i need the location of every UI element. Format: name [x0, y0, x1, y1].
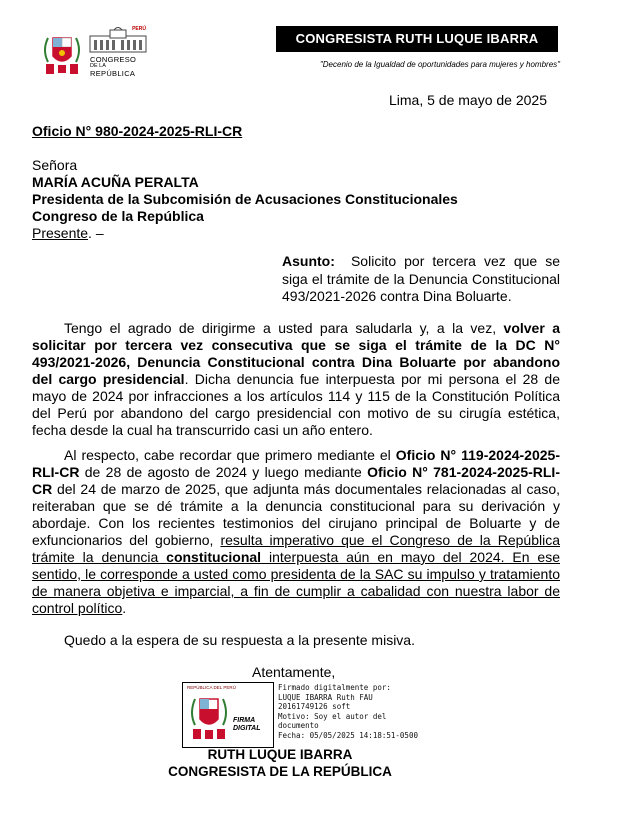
p2-oficio1: Oficio N° 119-2024-2025-RLI-CR [32, 447, 560, 480]
sig-line: 20161749126 soft [278, 702, 351, 711]
paragraph-2 [32, 447, 560, 617]
sig-line: Fecha: 05/05/2025 14:18:51-0500 [278, 730, 418, 740]
recipient-presente [32, 225, 458, 242]
sig-line: documento [278, 721, 319, 730]
sig-line: Motivo: Soy el autor del [278, 711, 387, 721]
oficio-number: Oficio N° 980-2024-2025-RLI-CR [32, 123, 243, 139]
signatory-block [150, 746, 410, 780]
closing: Atentamente, [252, 664, 336, 680]
digital-signature-stamp [182, 682, 274, 748]
congreso-logo-peru: PERÚ [132, 26, 146, 32]
stamp-caption: REPÚBLICA DEL PERÚ [187, 685, 236, 690]
p1-part1: Tengo el agrado de dirigirme a usted para saludarla y, a la vez, [64, 320, 504, 336]
paragraph-1 [32, 320, 560, 439]
peru-coat-of-arms [40, 28, 84, 76]
sig-line: LUQUE IBARRA Ruth FAU [278, 692, 373, 702]
p2-underlined2: interpuesta aún en mayo del 2024. En ese sentido, le corresponde a usted como presidenta de la SAC su impulso y tratamiento de manera objetiva e imparcial, a fin de cumplir a cabalidad con nuestra labor de control político [32, 549, 560, 616]
paragraph-3: Quedo a la espera de su respuesta a la presente misiva. [64, 632, 415, 648]
stamp-label-line1: FIRMA [233, 717, 256, 724]
p2-part3: del 24 de marzo de 2025, que adjunta más documentales relacionadas al caso, reiteraban que se dé trámite a la denuncia constitucional para su derivación y abordaje. Con los recientes testimonios del cirujano principal de Boluarte y de exfuncionarios del gobierno, [32, 481, 560, 548]
signatory-name: RUTH LUQUE IBARRA [207, 747, 353, 762]
decade-motto: "Decenio de la Igualdad de oportunidades para mujeres y hombres" [319, 60, 560, 69]
stamp-coat-of-arms-icon [187, 691, 231, 743]
header-title-bar: CONGRESISTA RUTH LUQUE IBARRA [276, 26, 558, 52]
recipient-institution: Congreso de la República [32, 208, 204, 224]
stamp-label-line2: DIGITAL [233, 725, 261, 732]
recipient-name: MARÍA ACUÑA PERALTA [32, 174, 199, 190]
subject-label: Asunto: [282, 253, 335, 269]
recipient-position: Presidenta de la Subcomisión de Acusaciones Constitucionales [32, 191, 458, 207]
recipient-block [32, 157, 458, 242]
recipient-salutation: Señora [32, 157, 78, 173]
signatory-title: CONGRESISTA DE LA REPÚBLICA [168, 764, 392, 779]
p1-part2: . Dicha denuncia fue interpuesta por mi persona el 28 de mayo de 2024 por infracciones a los artículos 114 y 115 de la Constitución Política del Perú por abandono del cargo presidencial con motivo de su cirugía estética, fecha desde la cual ha transcurrido casi un año entero. [32, 371, 561, 438]
coat-of-arms-icon [40, 28, 84, 76]
subject-text: Solicito por tercera vez que se siga el trámite de la Denuncia Constitucional 493/2021-2026 contra Dina Boluarte. [282, 253, 560, 304]
p2-part1: Al respecto, cabe recordar que primero mediante el [64, 447, 396, 463]
p2-oficio2: Oficio N° 781-2024-2025-RLI-CR [32, 464, 560, 497]
subject-block [282, 253, 560, 306]
stamp-label [233, 717, 260, 733]
p1-bold: volver a solicitar por tercera vez consecutiva que se siga el trámite de la DC N° 493/2021-2026, Denuncia Constitucional contra Dina Boluarte por abandono del cargo presidencial [32, 320, 560, 387]
digital-signature-details [278, 683, 418, 740]
p2-part2: de 28 de agosto de 2024 y luego mediante [79, 464, 368, 480]
p2-end: . [122, 600, 127, 616]
sig-line: Firmado digitalmente por: [278, 683, 391, 692]
congreso-logo [88, 26, 148, 78]
congreso-logo-line3: REPÚBLICA [90, 69, 136, 78]
congreso-logo-line2: DE LA [90, 63, 106, 69]
congreso-logo-line1: CONGRESO [90, 55, 137, 64]
p2-underlined-bold: constitucional [166, 549, 262, 565]
presente-text: Presente [32, 225, 89, 241]
letter-date: Lima, 5 de mayo de 2025 [389, 92, 547, 108]
presente-suffix: . – [88, 225, 104, 241]
p2-underlined1: resulta imperativo que el Congreso de la República trámite la denuncia [32, 532, 560, 565]
